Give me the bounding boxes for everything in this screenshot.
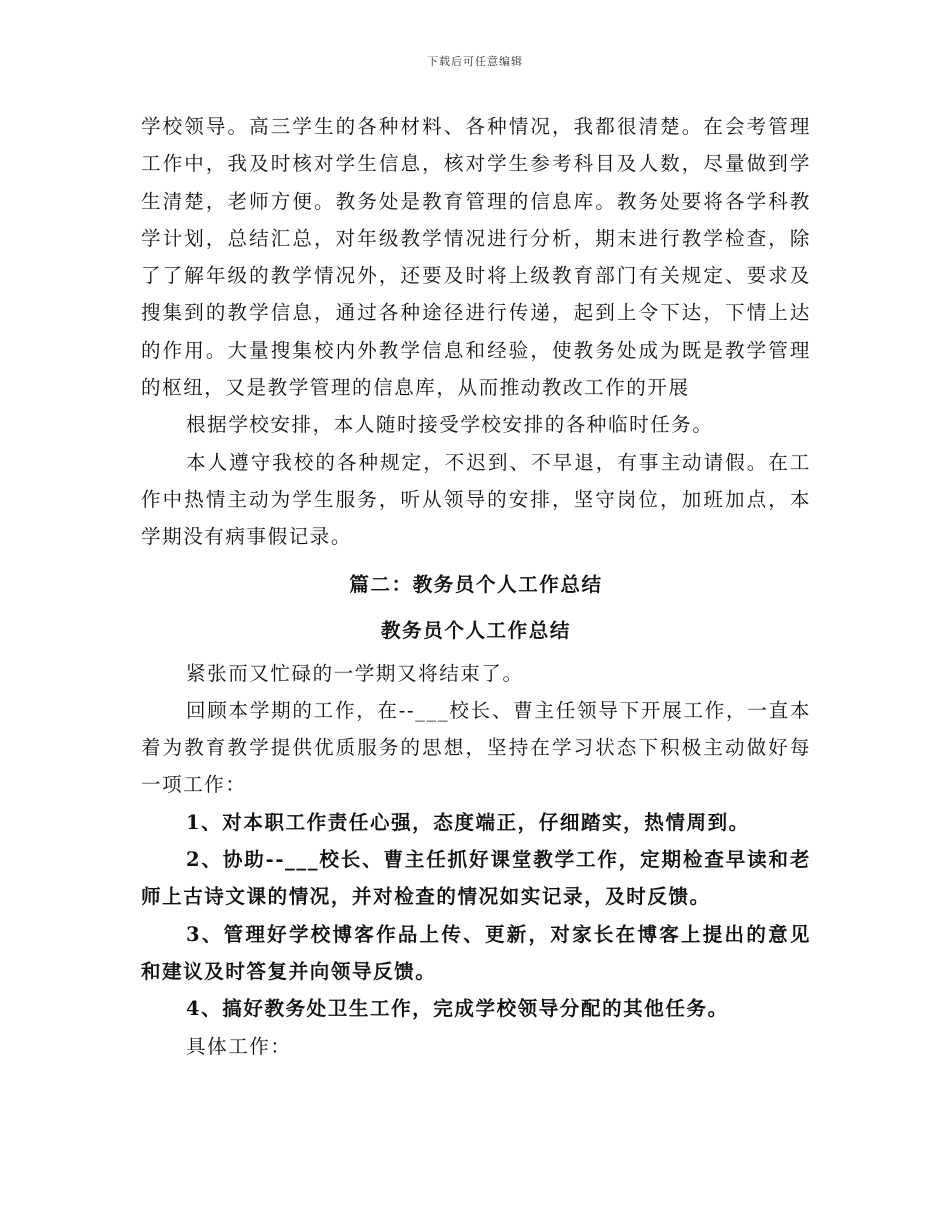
list-item-2: 2、协助--___校长、曹主任抓好课堂教学工作，定期检查早读和老师上古诗文课的情况，并对检查的情况如实记录，及时反馈。 (141, 848, 811, 909)
section-heading: 篇二：教务员个人工作总结 (349, 572, 603, 596)
page-header: 下载后可任意编辑 (427, 55, 523, 68)
paragraph-continuation: 学校领导。高三学生的各种材料、各种情况，我都很清楚。在会考管理工作中，我及时核对学生信息，核对学生参考科目及人数，尽量做到学生清楚，老师方便。教务处是教育管理的信息库。教务处要将各学科教学计划，总结汇总，对年级教学情况进行分析，期末进行教学检查，除了了解年级的教学情况外，还要及时将上级教育部门有关规定、要求及搜集到的教学信息，通过各种途径进行传递，起到上令下达，下情上达的作用。大量搜集校内外教学信息和经验，使教务处成为既是教学管理的枢纽，又是教学管理的信息库，从而推动教改工作的开展 (141, 115, 811, 400)
list-item-1: 1、对本职工作责任心强，态度端正，仔细踏实，热情周到。 (186, 810, 750, 834)
intro-paragraph-1: 紧张而又忙碌的一学期又将结束了。 (186, 661, 524, 685)
list-item-4: 4、搞好教务处卫生工作，完成学校领导分配的其他任务。 (186, 997, 729, 1021)
document-body (141, 108, 811, 1065)
intro-paragraph-2: 回顾本学期的工作，在--___校长、曹主任领导下开展工作，一直本着为教育教学提供优质服务的思想，坚持在学习状态下积极主动做好每一项工作： (141, 698, 811, 797)
document-title: 教务员个人工作总结 (381, 618, 571, 642)
list-item-3: 3、管理好学校博客作品上传、更新，对家长在博客上提出的意见和建议及时答复并向领导反馈。 (141, 922, 811, 983)
closing-label: 具体工作： (186, 1034, 292, 1058)
paragraph-attendance: 本人遵守我校的各种规定，不迟到、不早退，有事主动请假。在工作中热情主动为学生服务，听从领导的安排，坚守岗位，加班加点，本学期没有病事假记录。 (141, 450, 811, 549)
paragraph-temporary-tasks: 根据学校安排，本人随时接受学校安排的各种临时任务。 (186, 413, 714, 437)
